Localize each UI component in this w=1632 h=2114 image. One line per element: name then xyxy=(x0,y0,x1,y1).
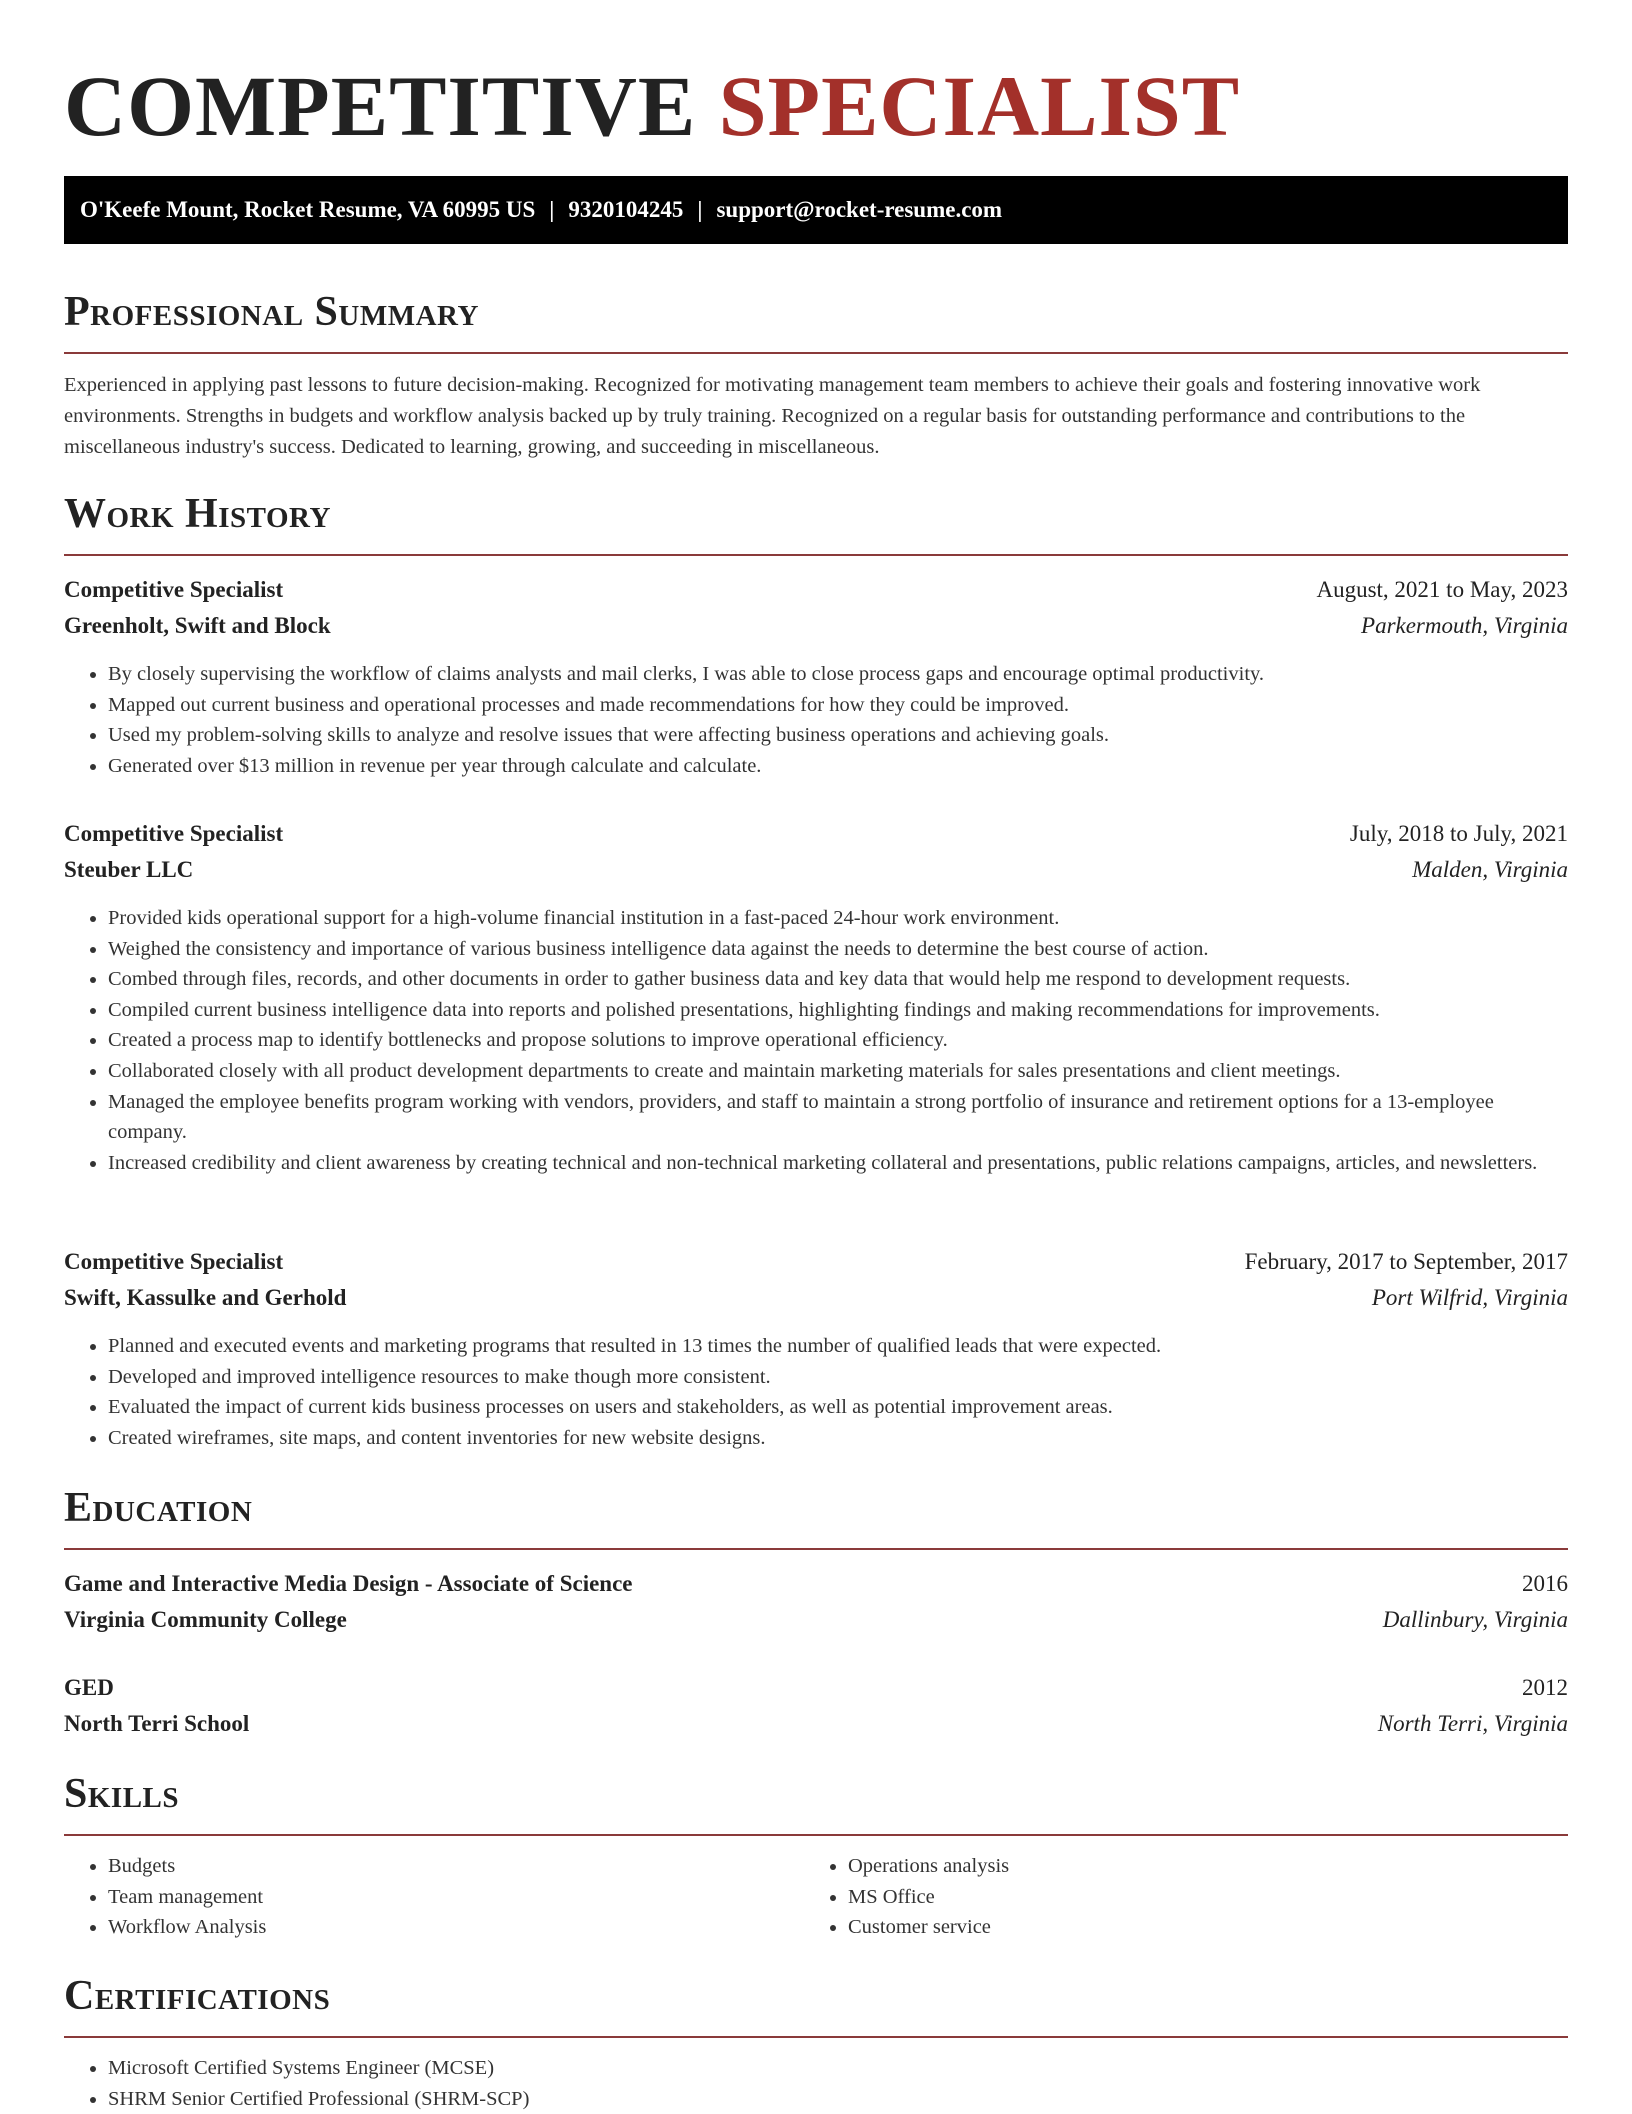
section-heading-certifications: Certifications xyxy=(64,1970,1568,2038)
list-item: • Planned and executed events and marketing programs that resulted in 13 times the number of qualified leads that were expected. xyxy=(108,1331,1568,1362)
job-header-row xyxy=(64,572,1568,608)
job-location: Malden, Virginia xyxy=(1412,857,1568,882)
list-item: • Created a process map to identify bottlenecks and propose solutions to improve operational efficiency. xyxy=(108,1025,1568,1056)
page-title xyxy=(64,56,1240,156)
list-item: • Compiled current business intelligence data into reports and polished presentations, highlighting findings and making recommendations for improvements. xyxy=(108,995,1568,1026)
education-year: 2012 xyxy=(1522,1675,1568,1700)
list-item: • Developed and improved intelligence resources to make though more consistent. xyxy=(108,1362,1568,1393)
education-location: North Terri, Virginia xyxy=(1377,1711,1568,1736)
contact-separator: | xyxy=(549,197,555,222)
job-header-row xyxy=(64,1244,1568,1280)
education-degree: GED xyxy=(64,1675,114,1700)
section-heading-skills: Skills xyxy=(64,1768,1568,1836)
skill-item: • Team management xyxy=(108,1882,804,1913)
certification-item: • Microsoft Certified Systems Engineer (MCSE) xyxy=(108,2053,1568,2084)
education-year: 2016 xyxy=(1522,1571,1568,1596)
skill-item: • MS Office xyxy=(848,1882,1544,1913)
list-item: • By closely supervising the workflow of claims analysts and mail clerks, I was able to close process gaps and encourage optimal productivity. xyxy=(108,659,1568,690)
education-school: Virginia Community College xyxy=(64,1607,347,1632)
skill-item: • Customer service xyxy=(848,1912,1544,1943)
education-location: Dallinbury, Virginia xyxy=(1382,1607,1568,1632)
summary-text: Experienced in applying past lessons to future decision-making. Recognized for motivating management team members to achieve their goals and fostering innovative work environments. Strengths in budgets and workflow analysis backed up by truly training. Recognized on a regular basis for outstanding performance and contributions to the miscellaneous industry's success. Dedicated to learning, growing, and succeeding in miscellaneous. xyxy=(64,374,1481,458)
list-item: • Increased credibility and client awareness by creating technical and non-technical marketing collateral and presentations, public relations campaigns, articles, and newsletters. xyxy=(108,1148,1568,1179)
education-degree-row xyxy=(64,1566,1568,1602)
education-school: North Terri School xyxy=(64,1711,250,1736)
section-heading-education: Education xyxy=(64,1482,1568,1550)
title-part-1: COMPETITIVE xyxy=(64,58,697,154)
contact-separator: | xyxy=(697,197,703,222)
job-bullets xyxy=(64,659,1568,781)
job-company: Greenholt, Swift and Block xyxy=(64,613,331,638)
list-item: • Evaluated the impact of current kids business processes on users and stakeholders, as well as potential improvement areas. xyxy=(108,1392,1568,1423)
skills-list-right xyxy=(804,1851,1544,1943)
job-company-row xyxy=(64,1280,1568,1316)
job-dates: February, 2017 to September, 2017 xyxy=(1244,1249,1568,1274)
education-degree: Game and Interactive Media Design - Associate of Science xyxy=(64,1571,633,1596)
contact-bar xyxy=(64,176,1568,244)
education-school-row xyxy=(64,1706,1568,1742)
job-company: Steuber LLC xyxy=(64,857,194,882)
section-heading-summary: Professional Summary xyxy=(64,286,1568,354)
list-item: • Managed the employee benefits program working with vendors, providers, and staff to maintain a strong portfolio of insurance and retirement options for a 13-employee company. xyxy=(108,1087,1568,1148)
certifications-list xyxy=(64,2053,1568,2114)
job-company: Swift, Kassulke and Gerhold xyxy=(64,1285,347,1310)
job-title: Competitive Specialist xyxy=(64,577,284,602)
skill-item: • Operations analysis xyxy=(848,1851,1544,1882)
job-bullets xyxy=(64,1331,1568,1453)
list-item: • Provided kids operational support for a high-volume financial institution in a fast-paced 24-hour work environment. xyxy=(108,903,1568,934)
title-part-2: SPECIALIST xyxy=(718,58,1241,154)
skills-list-left xyxy=(64,1851,804,1943)
education-school-row xyxy=(64,1602,1568,1638)
list-item: • Used my problem-solving skills to analyze and resolve issues that were affecting business operations and achieving goals. xyxy=(108,720,1568,751)
list-item: • Generated over $13 million in revenue per year through calculate and calculate. xyxy=(108,751,1568,782)
list-item: • Collaborated closely with all product development departments to create and maintain marketing materials for sales presentations and client meetings. xyxy=(108,1056,1568,1087)
contact-email[interactable]: support@rocket-resume.com xyxy=(716,197,1003,222)
job-location: Parkermouth, Virginia xyxy=(1361,613,1568,638)
job-location: Port Wilfrid, Virginia xyxy=(1371,1285,1568,1310)
job-bullets xyxy=(64,903,1568,1178)
job-title: Competitive Specialist xyxy=(64,821,284,846)
job-dates: July, 2018 to July, 2021 xyxy=(1349,821,1568,846)
job-dates: August, 2021 to May, 2023 xyxy=(1316,577,1568,602)
section-heading-work-history: Work History xyxy=(64,488,1568,556)
skill-item: • Workflow Analysis xyxy=(108,1912,804,1943)
job-title: Competitive Specialist xyxy=(64,1249,284,1274)
skill-item: • Budgets xyxy=(108,1851,804,1882)
list-item: • Created wireframes, site maps, and content inventories for new website designs. xyxy=(108,1423,1568,1454)
contact-phone[interactable]: 9320104245 xyxy=(568,197,684,222)
list-item: • Combed through files, records, and other documents in order to gather business data and key data that would help me respond to development requests. xyxy=(108,964,1568,995)
job-company-row xyxy=(64,608,1568,644)
certification-item: • SHRM Senior Certified Professional (SHRM-SCP) xyxy=(108,2084,1568,2114)
list-item: • Mapped out current business and operational processes and made recommendations for how they could be improved. xyxy=(108,690,1568,721)
contact-address: O'Keefe Mount, Rocket Resume, VA 60995 US xyxy=(80,197,536,222)
list-item: • Weighed the consistency and importance of various business intelligence data against the needs to determine the best course of action. xyxy=(108,934,1568,965)
job-header-row xyxy=(64,816,1568,852)
job-company-row xyxy=(64,852,1568,888)
education-degree-row xyxy=(64,1670,1568,1706)
